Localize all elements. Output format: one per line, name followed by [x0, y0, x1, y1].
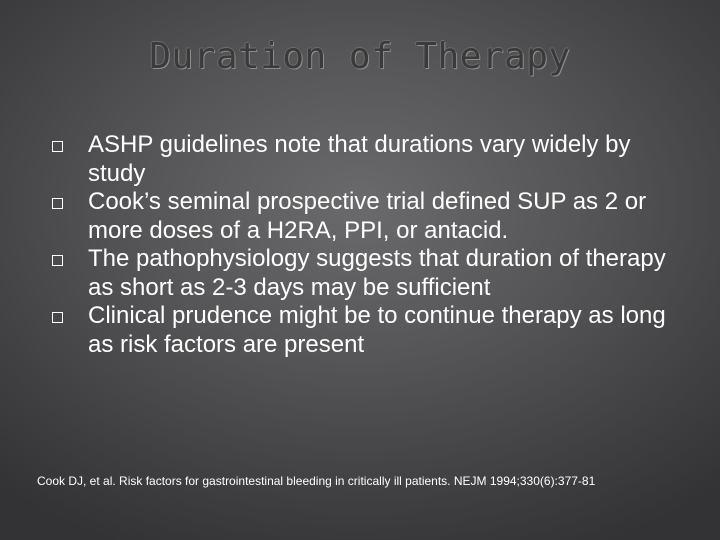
citation: Cook DJ, et al. Risk factors for gastrointestinal bleeding in critically ill patients. NEJM 1994;330(6):377-81 — [37, 474, 596, 488]
bullet-text: Clinical prudence might be to continue therapy as long as risk factors are present — [88, 302, 666, 358]
bullet-item — [52, 245, 692, 302]
hollow-square-bullet-icon — [52, 255, 63, 266]
bullet-item — [52, 188, 692, 245]
bullet-text: The pathophysiology suggests that duration of therapy as short as 2-3 days may be sufficient — [88, 245, 666, 301]
slide-title: Duration of Therapy — [149, 36, 571, 77]
bullet-item — [52, 131, 692, 188]
bullet-list — [52, 131, 692, 359]
hollow-square-bullet-icon — [52, 312, 63, 323]
hollow-square-bullet-icon — [52, 198, 63, 209]
bullet-text: ASHP guidelines note that durations vary widely by study — [88, 131, 631, 187]
hollow-square-bullet-icon — [52, 141, 63, 152]
bullet-text: Cook’s seminal prospective trial defined SUP as 2 or more doses of a H2RA, PPI, or antacid. — [88, 188, 647, 244]
bullet-item — [52, 302, 692, 359]
